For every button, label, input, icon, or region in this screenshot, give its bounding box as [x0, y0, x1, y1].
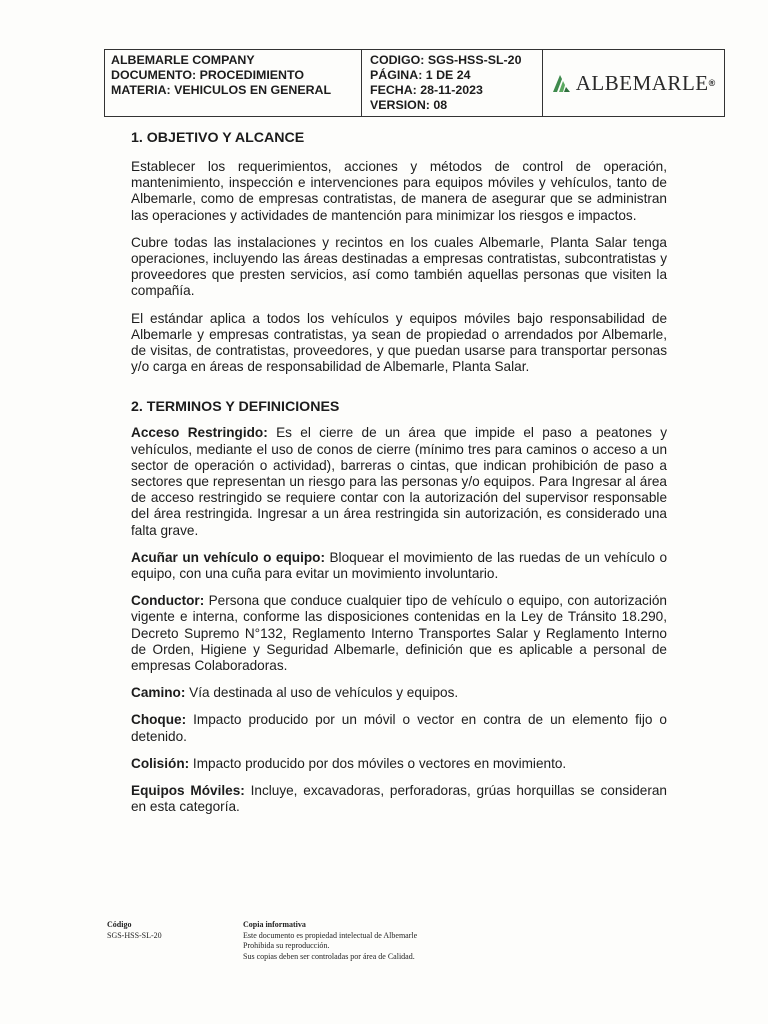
header-documento: DOCUMENTO: PROCEDIMIENTO [111, 68, 304, 82]
definition-term: Conductor: [131, 593, 205, 609]
definition-item [131, 783, 667, 815]
definition-term: Acceso Restringido: [131, 425, 268, 441]
definition-term: Camino: [131, 685, 186, 701]
definition-term: Equipos Móviles: [131, 783, 245, 799]
definition-item [131, 756, 667, 772]
definition-term: Acuñar un vehículo o equipo: [131, 549, 325, 565]
definition-term: Choque: [131, 712, 187, 728]
definition-text: Incluye, excavadoras, perforadoras, grúas horquillas se consideran en esta categoría. [131, 783, 667, 815]
logo-text: ALBEMARLE [575, 70, 709, 95]
footer-line: Sus copias deben ser controladas por área de Calidad. [243, 951, 415, 961]
definition-term: Colisión: [131, 755, 190, 771]
definition-text: Impacto producido por un móvil o vector en contra de un elemento fijo o detenido. [131, 712, 667, 744]
definition-item [131, 685, 667, 701]
header-middle-cell [361, 50, 543, 116]
albemarle-mark-icon [552, 73, 572, 93]
header-version: VERSION: 08 [370, 98, 448, 112]
header-fecha: FECHA: 28-11-2023 [370, 83, 483, 97]
header-company: ALBEMARLE COMPANY [111, 53, 255, 67]
document-header [104, 49, 725, 117]
definition-item [131, 550, 667, 582]
document-body [131, 128, 667, 827]
definition-item [131, 712, 667, 744]
header-pagina: PÁGINA: 1 DE 24 [370, 68, 471, 82]
footer-line: Prohibida su reproducción. [243, 941, 330, 950]
header-materia: MATERIA: VEHICULOS EN GENERAL [111, 83, 332, 97]
header-codigo: CODIGO: SGS-HSS-SL-20 [370, 53, 522, 67]
definition-text: Bloquear el movimiento de las ruedas de un vehículo o equipo, con una cuña para evitar un movimiento involuntario. [131, 549, 667, 582]
section1-paragraph: El estándar aplica a todos los vehículos y equipos móviles bajo responsabilidad de Albemarle y empresas contratistas, ya sean de propiedad o arrendados por Albemarle, de visitas, de contratistas, proveedores, y que puedan usarse para transportar personas y/o carga en áreas de responsabilidad de Albemarle, Planta Salar. [131, 310, 667, 375]
definition-item [131, 425, 667, 538]
footer-copia-label: Copia informativa [243, 920, 306, 929]
document-footer [107, 920, 418, 961]
footer-line: Este documento es propiedad intelectual de Albemarle [243, 930, 418, 940]
section1-paragraph: Establecer los requerimientos, acciones y métodos de control de operación, mantenimiento, inspección e intervenciones para equipos móviles y vehículos, tanto de Albemarle, como de empresas contratistas, de manera de asegurar que se administran las operaciones y actividades de mantención para minimizar los riesgos e impactos. [131, 159, 667, 223]
section1-title: 1. OBJETIVO Y ALCANCE [131, 130, 305, 146]
definition-text: Vía destinada al uso de vehículos y equipos. [185, 685, 459, 701]
definition-item [131, 593, 667, 674]
definition-text: Es el cierre de un área que impide el paso a peatones y vehículos, mediante el uso de conos de cierre (mínimo tres para caminos o acceso a un sector de operación o actividad), barreras o cintas, que indican prohibición de paso a sectores que representan un riesgo para las personas y/o equipos. Para Ingresar al área de acceso restringido se requiere contar con la autorización del supervisor responsable del área restringida. Ingresar a un área restringida sin autorización, es considerado una falta grave. [131, 425, 668, 538]
company-logo [543, 50, 724, 116]
definition-text: Impacto producido por dos móviles o vectores en movimiento. [189, 755, 567, 771]
footer-copy-notice [243, 920, 543, 962]
header-left-cell [105, 50, 361, 116]
footer-codigo-label: Código [107, 920, 132, 929]
section2-title: 2. TERMINOS Y DEFINICIONES [131, 399, 340, 416]
footer-codigo-value: SGS-HSS-SL-20 [107, 930, 162, 940]
section1-paragraph: Cubre todas las instalaciones y recintos en los cuales Albemarle, Planta Salar tenga operaciones, incluyendo las áreas destinadas a empresas contratistas, subcontratistas y proveedores que presten servicios, así como también aquellas personas que visiten la compañía. [131, 234, 667, 299]
logo-registered-mark: ® [708, 77, 716, 88]
definition-text: Persona que conduce cualquier tipo de vehículo o equipo, con autorización vigente e interna, conforme las disposiciones contenidas en la Ley de Tránsito 18.290, Decreto Supremo N°132, Reglamento Interno Transportes Salar y Reglamento Interno de Orden, Higiene y Seguridad Albemarle, definición que es aplicable a personal de empresas Colaboradoras. [131, 593, 667, 674]
